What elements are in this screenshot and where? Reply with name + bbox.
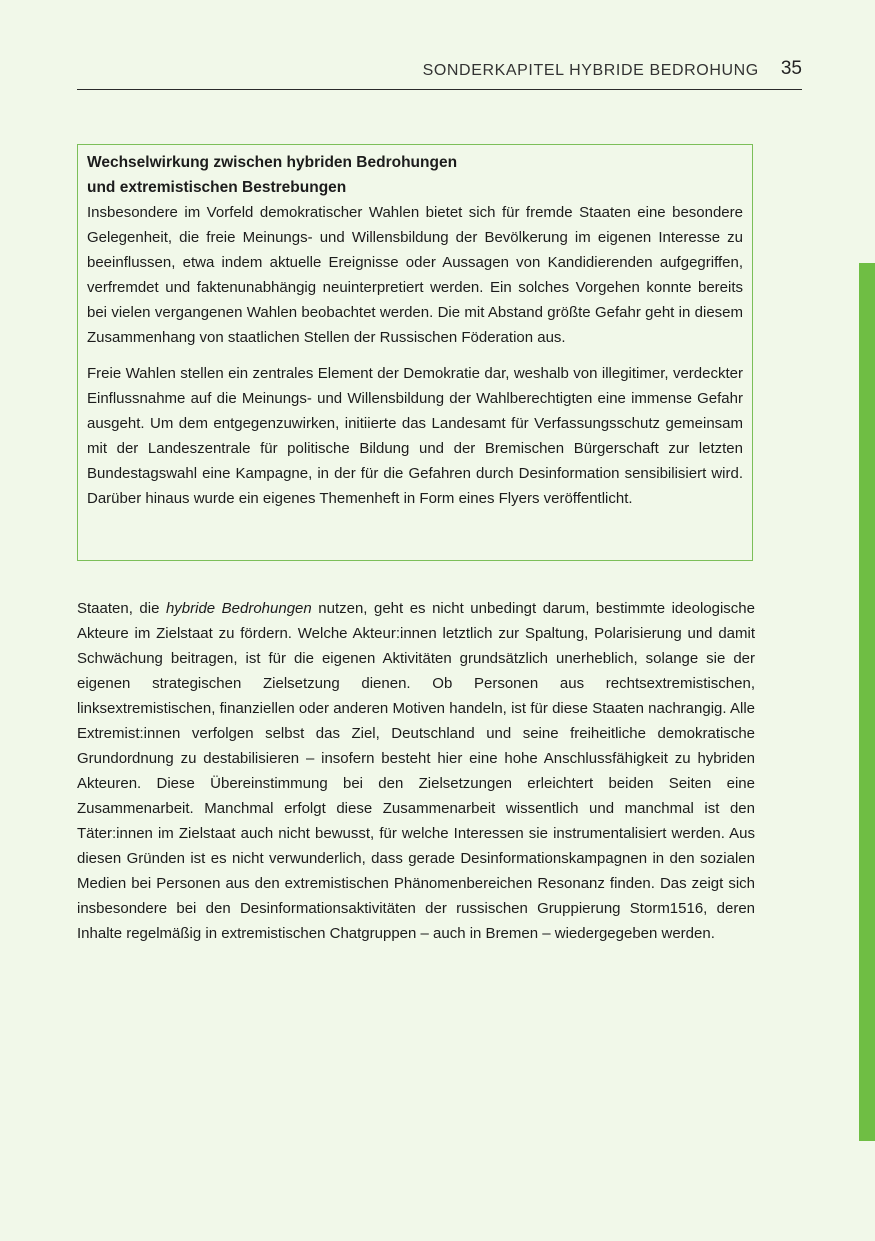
page-header [77, 56, 802, 90]
info-box-heading-line-2: und extremistischen Bestrebungen [87, 179, 347, 196]
body-paragraph [77, 596, 755, 946]
info-box-paragraph: Freie Wahlen stellen ein zentrales Element der Demokratie dar, weshalb von illegitimer, verdeckter Einflussnahme auf die Meinungs- und Willensbildung der Wahlberechtigten eine immense Gefahr ausgeht. Um dem entgegenzuwirken, initiierte das Landesamt für Verfassungsschutz gemeinsam mit der Landeszentrale für politische Bildung und der Bremischen Bürgerschaft zur letzten Bundestagswahl eine Kampagne, in der für die Gefahren durch Desinformation sensibilisiert wird. Darüber hinaus wurde ein eigenes Themenheft in Form eines Flyers veröffentlicht. [87, 365, 743, 507]
page-number: 35 [780, 58, 802, 79]
chapter-side-bar [859, 263, 875, 1141]
body-text: nutzen, geht es nicht unbedingt darum, bestimmte ideologische Akteure im Zielstaat zu fördern. Welche Akteur:innen letztlich zur Spaltung, Polarisierung und damit Schwächung beitragen, ist für die eigenen Aktivitäten grundsätzlich unerheblich, solange sie der eigenen strategischen Zielsetzung dienen. Ob Personen aus rechtsextremistischen, linksextremistischen, finanziellen oder anderen Motiven handeln, ist für diese Staaten nachrangig. Alle Extremist:innen verfolgen selbst das Ziel, Deutschland und seine freiheitliche demokratische Grundordnung zu destabilisieren – insofern besteht hier eine hohe Anschlussfähigkeit zu hybriden Akteuren. Diese Übereinstimmung bei den Zielsetzungen erleichtert beiden Seiten eine Zusammenarbeit. Manchmal erfolgt diese Zusammenarbeit wissentlich und manchmal ist den Täter:innen im Zielstaat auch nicht bewusst, für welche Interessen sie instrumentalisiert werden. Aus diesen Gründen ist es nicht verwunderlich, dass gerade Desinformationskampagnen in den sozialen Medien bei Personen aus den extremistischen Phänomenbereichen Resonanz finden. Das zeigt sich insbesondere bei den Desinformationsaktivitäten der russischen Gruppierung Storm1516, deren Inhalte regelmäßig in extremistischen Chatgruppen – auch in Bremen – wiedergegeben werden. [77, 600, 755, 942]
info-box [77, 144, 753, 561]
info-box-paragraph: Insbesondere im Vorfeld demokratischer Wahlen bietet sich für fremde Staaten eine besondere Gelegenheit, die freie Meinungs- und Willensbildung der Bevölkerung im eigenen Interesse zu beeinflussen, etwa indem aktuelle Ereignisse oder Aussagen von Kandidierenden aufgegriffen, verfremdet und faktenunabhängig neuinterpretiert werden. Ein solches Vorgehen konnte bereits bei vielen vergangenen Wahlen beobachtet werden. Die mit Abstand größte Gefahr geht in diesem Zusammenhang von staatlichen Stellen der Russischen Föderation aus. [87, 204, 743, 346]
body-lead: Staaten, die [77, 600, 166, 617]
info-box-heading-line-1: Wechselwirkung zwischen hybriden Bedrohungen [87, 154, 458, 171]
info-box-heading [87, 150, 743, 200]
body-emphasis: hybride Bedrohungen [165, 600, 312, 617]
running-title: SONDERKAPITEL HYBRIDE BEDROHUNG [422, 62, 759, 79]
